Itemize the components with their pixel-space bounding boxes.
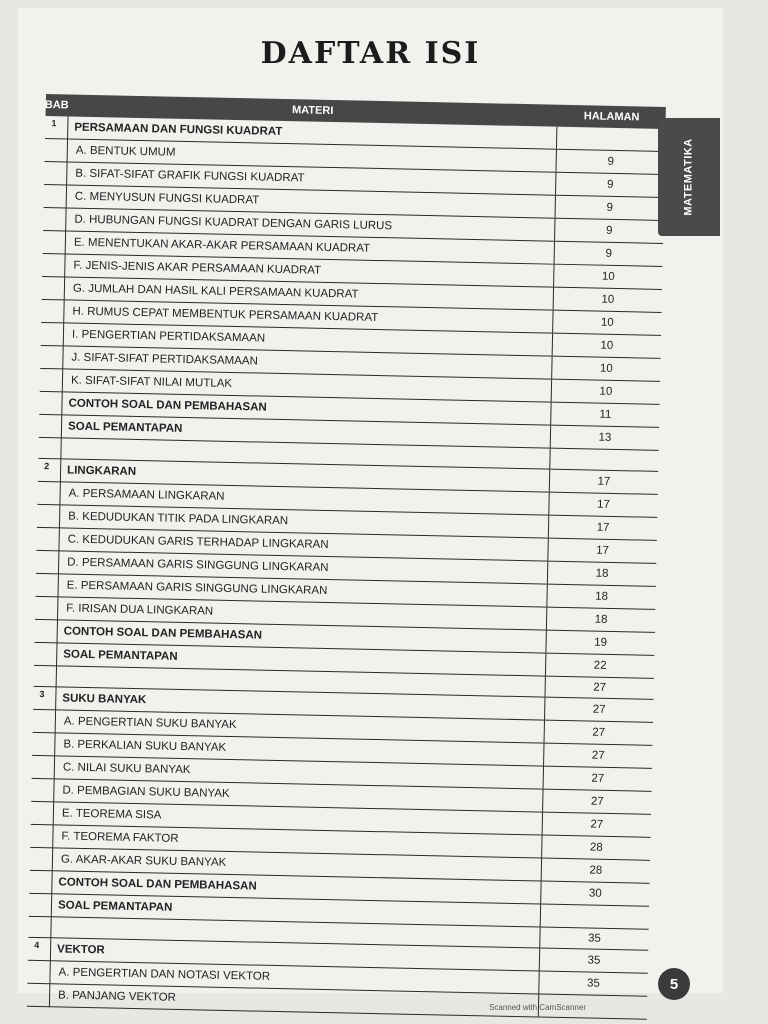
column-header-halaman: HALAMAN: [583, 110, 640, 124]
toc-page-number: 22: [545, 653, 654, 678]
toc-page-number: [540, 904, 649, 929]
toc-chapter-number: [45, 138, 68, 161]
document-page: [18, 8, 723, 1004]
column-header-materi: MATERI: [291, 104, 334, 118]
toc-page-number: 9: [555, 172, 664, 197]
toc-page-number: 9: [556, 149, 665, 174]
toc-entry-title: CONTOH SOAL DAN PEMBAHASAN: [52, 871, 541, 904]
toc-chapter-number: 1: [45, 116, 68, 139]
toc-page-number: 27: [542, 812, 651, 837]
toc-page-number: 10: [552, 356, 661, 381]
toc-chapter-number: [37, 481, 60, 504]
toc-chapter-number: [40, 345, 63, 368]
toc-page-number: 17: [548, 515, 657, 540]
toc-entry-title: CONTOH SOAL DAN PEMBAHASAN: [57, 620, 546, 653]
toc-entry-title: SUKU BANYAK: [56, 687, 545, 720]
toc-page-number: 19: [546, 630, 655, 655]
toc-page-number: 10: [553, 287, 662, 312]
toc-entry-title: C. KEDUDUKAN GARIS TERHADAP LINGKARAN: [59, 528, 548, 561]
toc-entry-title: D. PEMBAGIAN SUKU BANYAK: [54, 779, 543, 812]
toc-chapter-number: [44, 184, 67, 207]
toc-chapter-number: [34, 665, 57, 686]
toc-chapter-number: [39, 391, 62, 414]
toc-chapter-number: 4: [28, 937, 51, 960]
toc-entry-title: F. TEOREMA FAKTOR: [53, 825, 542, 858]
toc-entry-title: B. KEDUDUKAN TITIK PADA LINGKARAN: [59, 505, 548, 538]
toc-entry-title: VEKTOR: [50, 938, 539, 971]
toc-chapter-number: [39, 414, 62, 437]
toc-page-number: 17: [548, 538, 657, 563]
toc-chapter-number: [44, 161, 67, 184]
toc-page-number: 10: [554, 264, 663, 289]
toc-entry-title: PERSAMAAN DAN FUNGSI KUADRAT: [68, 116, 557, 149]
toc-entry-title: B. SIFAT-SIFAT GRAFIK FUNGSI KUADRAT: [67, 162, 556, 195]
toc-chapter-number: [32, 755, 55, 778]
toc-entry-title: K. SIFAT-SIFAT NILAI MUTLAK: [62, 369, 551, 402]
toc-page-number: 27: [543, 789, 652, 814]
toc-table: [27, 116, 666, 1020]
toc-page-number: 10: [553, 310, 662, 335]
toc-entry-title: E. MENENTUKAN AKAR-AKAR PERSAMAAN KUADRAT: [65, 231, 554, 264]
toc-chapter-number: [31, 778, 54, 801]
toc-page-number: 30: [541, 881, 650, 906]
toc-entry-title: CONTOH SOAL DAN PEMBAHASAN: [62, 392, 551, 425]
toc-page-number: 17: [549, 492, 658, 517]
toc-entry-title: I. PENGERTIAN PERTIDAKSAMAAN: [63, 323, 552, 356]
toc-page-number: 9: [554, 241, 663, 266]
toc-chapter-number: [27, 983, 50, 1006]
table-of-contents: [27, 94, 666, 1020]
toc-chapter-number: [36, 550, 59, 573]
side-tab-label: MATEMATIKA: [683, 138, 695, 216]
toc-entry-title: G. JUMLAH DAN HASIL KALI PERSAMAAN KUADRAT: [64, 277, 553, 310]
toc-entry-title: LINGKARAN: [60, 459, 549, 492]
page-title: DAFTAR ISI: [260, 36, 481, 71]
toc-chapter-number: [37, 504, 60, 527]
scanner-watermark: Scanned with CamScanner: [489, 1003, 586, 1012]
toc-page-number: 18: [547, 584, 656, 609]
toc-chapter-number: [35, 573, 58, 596]
toc-chapter-number: [40, 368, 63, 391]
toc-chapter-number: [31, 801, 54, 824]
toc-page-number: 27: [543, 766, 652, 791]
toc-entry-title: C. NILAI SUKU BANYAK: [54, 756, 543, 789]
toc-chapter-number: [36, 527, 59, 550]
toc-entry-title: D. PERSAMAAN GARIS SINGGUNG LINGKARAN: [58, 551, 547, 584]
toc-chapter-number: [35, 596, 58, 619]
toc-chapter-number: [41, 299, 64, 322]
toc-chapter-number: [33, 709, 56, 732]
toc-entry-title: E. TEOREMA SISA: [53, 802, 542, 835]
toc-page-number: 35: [539, 948, 648, 973]
toc-entry-title: A. PENGERTIAN DAN NOTASI VEKTOR: [50, 961, 539, 994]
toc-chapter-number: [38, 437, 61, 458]
toc-chapter-number: [42, 276, 65, 299]
toc-chapter-number: 3: [33, 686, 56, 709]
toc-chapter-number: [43, 207, 66, 230]
toc-chapter-number: [30, 824, 53, 847]
toc-entry-title: F. JENIS-JENIS AKAR PERSAMAAN KUADRAT: [65, 254, 554, 287]
toc-page-number: 9: [555, 218, 664, 243]
toc-entry-title: G. AKAR-AKAR SUKU BANYAK: [52, 848, 541, 881]
toc-chapter-number: [30, 847, 53, 870]
toc-chapter-number: [28, 916, 51, 937]
toc-entry-title: SOAL PEMANTAPAN: [61, 415, 550, 448]
toc-page-number: 11: [551, 402, 660, 427]
toc-chapter-number: [34, 642, 57, 665]
toc-page-number: 9: [555, 195, 664, 220]
toc-page-number: 28: [541, 858, 650, 883]
toc-entry-title: F. IRISAN DUA LINGKARAN: [57, 597, 546, 630]
toc-page-number: 27: [545, 676, 654, 699]
toc-page-number: 18: [547, 561, 656, 586]
toc-page-number: 27: [544, 697, 653, 722]
toc-entry-title: A. BENTUK UMUM: [67, 139, 556, 172]
toc-chapter-number: [29, 870, 52, 893]
toc-chapter-number: [32, 732, 55, 755]
toc-page-number: 13: [550, 425, 659, 450]
toc-chapter-number: [41, 322, 64, 345]
toc-chapter-number: [42, 253, 65, 276]
toc-entry-title: B. PANJANG VEKTOR: [49, 984, 538, 1017]
toc-chapter-number: [27, 960, 50, 983]
toc-entry-title: SOAL PEMANTAPAN: [51, 894, 540, 927]
toc-entry-title: A. PERSAMAAN LINGKARAN: [60, 482, 549, 515]
toc-page-number: 35: [539, 971, 648, 996]
toc-page-number: [550, 448, 659, 471]
toc-entry-title: B. PERKALIAN SUKU BANYAK: [55, 733, 544, 766]
toc-chapter-number: [43, 230, 66, 253]
toc-page-number: 27: [544, 720, 653, 745]
toc-page-number: 28: [542, 835, 651, 860]
toc-entry-title: A. PENGERTIAN SUKU BANYAK: [55, 710, 544, 743]
toc-entry-title: SOAL PEMANTAPAN: [57, 643, 546, 676]
toc-page-number: 10: [551, 379, 660, 404]
toc-entry-title: C. MENYUSUN FUNGSI KUADRAT: [66, 185, 555, 218]
subject-side-tab: [658, 118, 720, 236]
toc-page-number: 17: [549, 469, 658, 494]
toc-page-number: 10: [552, 333, 661, 358]
page-number-badge: 5: [658, 968, 690, 1000]
column-header-bab: BAB: [44, 98, 69, 112]
toc-entry-title: D. HUBUNGAN FUNGSI KUADRAT DENGAN GARIS LURUS: [66, 208, 555, 241]
toc-page-number: 35: [540, 927, 649, 950]
toc-page-number: [556, 127, 665, 152]
toc-entry-title: J. SIFAT-SIFAT PERTIDAKSAMAAN: [63, 346, 552, 379]
toc-entry-title: E. PERSAMAAN GARIS SINGGUNG LINGKARAN: [58, 574, 547, 607]
toc-page-number: 27: [544, 743, 653, 768]
toc-chapter-number: 2: [38, 458, 61, 481]
toc-page-number: 18: [546, 607, 655, 632]
toc-chapter-number: [35, 619, 58, 642]
toc-entry-title: H. RUMUS CEPAT MEMBENTUK PERSAMAAN KUADRAT: [64, 300, 553, 333]
toc-chapter-number: [29, 893, 52, 916]
